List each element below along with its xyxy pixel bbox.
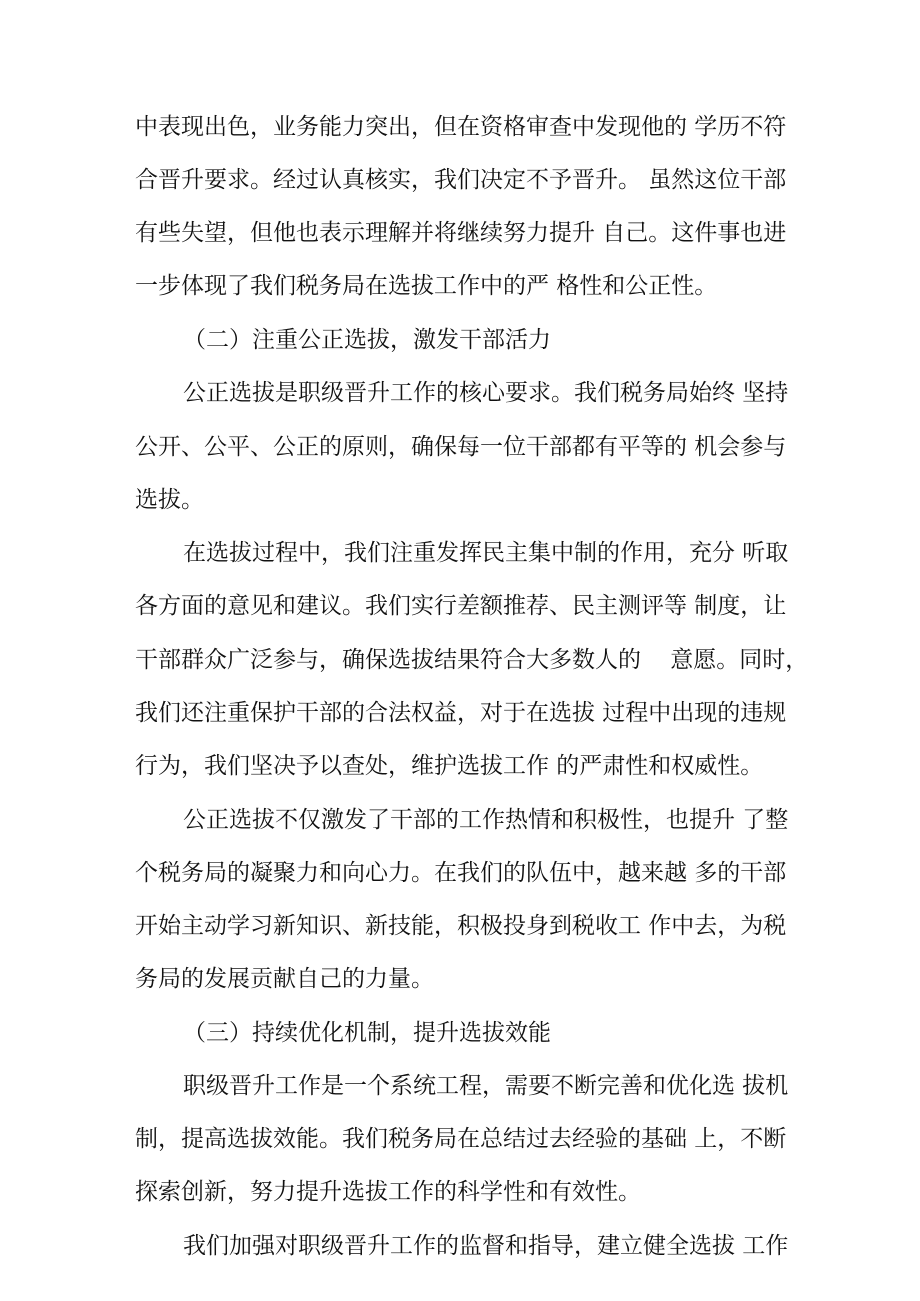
text-line: 公正选拔是职级晋升工作的核心要求。我们税务局始终 坚持 [183, 380, 789, 406]
text-line: 有些失望，但他也表示理解并将继续努力提升 自己。这件事也进 [135, 220, 787, 246]
text-line: 干部群众广泛参与，确保选拔结果符合大多数人的 意愿。同时， [135, 647, 809, 673]
text-line: 探索创新，努力提升选拔工作的科学性和有效性。 [135, 1179, 641, 1205]
text-line: 开始主动学习新知识、新技能，积极投身到税收工 作中去，为税 [135, 913, 787, 939]
text-line: 各方面的意见和建议。我们实行差额推荐、民主测评等 制度，让 [135, 593, 787, 619]
text-line: 行为，我们坚决予以查处，维护选拔工作 的严肃性和权威性。 [135, 753, 764, 779]
text-line: 在选拔过程中，我们注重发挥民主集中制的作用，充分 听取 [183, 540, 789, 566]
section-heading: （三）持续优化机制，提升选拔效能 [183, 1020, 551, 1046]
text-line: 中表现出色，业务能力突出，但在资格审查中发现他的 学历不符 [135, 114, 787, 140]
text-line: 一步体现了我们税务局在选拔工作中的严 格性和公正性。 [135, 273, 718, 299]
text-line: 务局的发展贡献自己的力量。 [135, 966, 434, 992]
text-line: 选拔。 [135, 487, 204, 513]
text-line: 制，提高选拔效能。我们税务局在总结过去经验的基础 上，不断 [135, 1126, 787, 1152]
text-line: 个税务局的凝聚力和向心力。在我们的队伍中，越来越 多的干部 [135, 860, 787, 886]
section-heading: （二）注重公正选拔，激发干部活力 [183, 327, 551, 353]
text-line: 公正选拔不仅激发了干部的工作热情和积极性，也提升 了整 [183, 807, 789, 833]
text-line: 我们还注重保护干部的合法权益，对于在选拔 过程中出现的违规 [135, 700, 787, 726]
text-line: 合晋升要求。经过认真核实，我们决定不予晋升。 虽然这位干部 [135, 167, 787, 193]
text-line: 公开、公平、公正的原则，确保每一位干部都有平等的 机会参与 [135, 434, 787, 460]
text-line: 职级晋升工作是一个系统工程，需要不断完善和优化选 拔机 [183, 1073, 789, 1099]
text-line: 我们加强对职级晋升工作的监督和指导，建立健全选拔 工作 [183, 1233, 789, 1259]
